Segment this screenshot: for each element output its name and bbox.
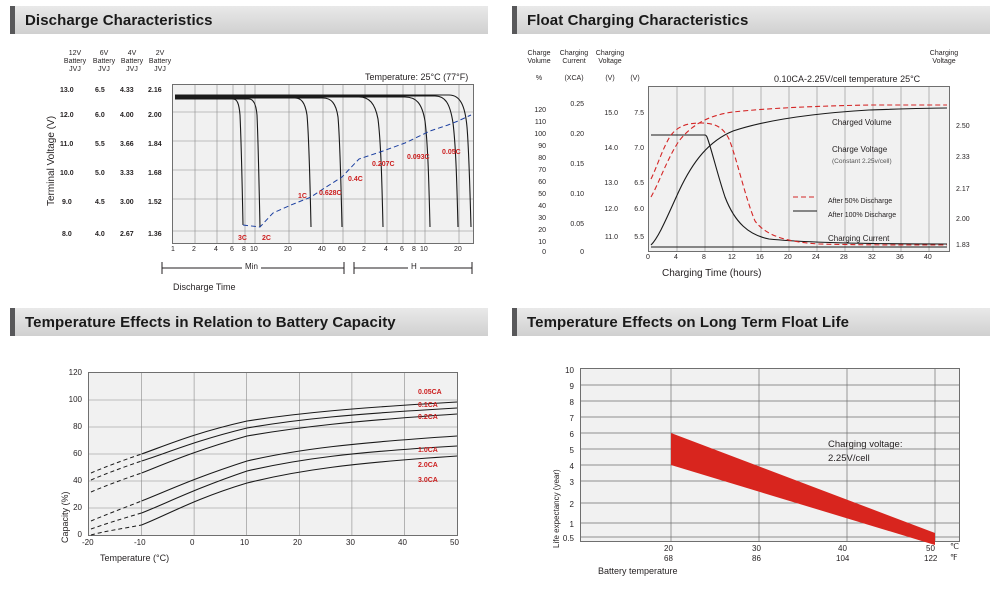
- xsection-min: Min: [242, 262, 261, 271]
- tempcap-plot: [88, 372, 458, 536]
- curve-label-0628c: 0.628C: [319, 190, 342, 197]
- legend-after-50: After 50% Discharge: [828, 198, 893, 205]
- curve-label-0207c: 0.207C: [372, 161, 395, 168]
- panel-templife-header: [512, 308, 990, 336]
- tempcap-label-02ca: 0.2CA: [418, 414, 438, 421]
- panel-tempcap-title: Temperature Effects in Relation to Battery Capacity: [25, 313, 396, 331]
- tempcap-svg: [89, 373, 457, 535]
- tempcap-label-10ca: 1.0CA: [418, 447, 438, 454]
- tempcap-xlabel: Temperature (°C): [100, 553, 170, 563]
- tempcap-label-01ca: 0.1CA: [418, 402, 438, 409]
- discharge-ylabel: Terminal Voltage (V): [46, 115, 57, 206]
- templife-xlabel: Battery temperature: [598, 566, 678, 576]
- xsection-h: H: [408, 262, 420, 271]
- curve-label-005c: 0.05C: [442, 149, 461, 156]
- float-xlabel: Charging Time (hours): [662, 268, 762, 279]
- axis-unit-xca: (XCA): [564, 75, 584, 82]
- templife-plot: [580, 368, 960, 542]
- curve-label-2c: 2C: [262, 235, 271, 242]
- panel-float: Float Charging Characteristics Charge Volume Charging Current Charging Voltage % (XCA) (V) (V) Charging Voltage 120 110 100 90 80 70 60 50 40 30 20 10 0 0.25 0.20 0.15 0.10 0.05 0 15.0 14.0 13.0 12.0 11.0 7.5 7.0 6.5 6.0 5.5 2.50 2.33 2.17 2.00 1.83 0.10CA-2.25V/cell temperature 25°C After 50% Discharge After 100% Discharge Charged Volume Charge Voltage (Constant 2.25v/cell) Charging Current 0 4 8 12 16 20 24 28 32 36 40 Charging Time (hours): [512, 6, 990, 286]
- axis-group-6v: 6V Battery JVJ: [92, 50, 116, 74]
- axis-unit-v: (V): [605, 75, 615, 82]
- panel-tempcap-header: [10, 308, 488, 336]
- curve-label-charge-voltage: Charge Voltage: [832, 145, 888, 154]
- panel-discharge-title: Discharge Characteristics: [25, 11, 213, 29]
- discharge-range-bars: [10, 6, 488, 286]
- tempcap-label-20ca: 2.0CA: [418, 462, 438, 469]
- float-svg: [649, 87, 949, 251]
- panel-tempcap: Temperature Effects in Relation to Battery Capacity Capacity (%) 120 100 80 60 40 20 0 0.05CA 0.1CA 0.2CA 1.0CA 2.0CA 3.0CA -20 -10 0 10 20 30 40 50 Temperature (°C): [10, 308, 488, 580]
- axis-unit-cell-v: (V): [630, 75, 640, 82]
- tempcap-label-30ca: 3.0CA: [418, 477, 438, 484]
- axis-group-12v: 12V Battery JVJ: [63, 50, 87, 74]
- templife-annotation: Charging voltage: 2.25V/cell: [828, 439, 903, 465]
- float-annotation: 0.10CA-2.25V/cell temperature 25°C: [774, 74, 921, 84]
- panel-float-header: [512, 6, 990, 34]
- float-plot: [648, 86, 950, 252]
- tempcap-label-005ca: 0.05CA: [418, 389, 442, 396]
- axis-group-4v: 4V Battery JVJ: [120, 50, 144, 74]
- curve-label-0093c: 0.093C: [407, 154, 430, 161]
- axis-header-charging-current: Charging Current: [559, 50, 589, 66]
- curve-label-charged-volume: Charged Volume: [832, 118, 892, 127]
- legend-after-100: After 100% Discharge: [828, 212, 897, 219]
- templife-ylabel: Life expectancy (year): [552, 469, 561, 548]
- axis-header-right-voltage: Charging Voltage: [929, 50, 959, 66]
- panel-float-title: Float Charging Characteristics: [527, 11, 749, 29]
- axis-header-charging-voltage: Charging Voltage: [595, 50, 625, 66]
- axis-unit-percent: %: [535, 75, 543, 82]
- curve-label-1c: 1C: [298, 193, 307, 200]
- curve-label-charging-current: Charging Current: [828, 234, 890, 243]
- panel-templife-title: Temperature Effects on Long Term Float Life: [527, 313, 850, 331]
- discharge-annotation: Temperature: 25°C (77°F): [365, 72, 469, 82]
- curve-label-constant-cell: (Constant 2.25v/cell): [832, 158, 892, 165]
- axis-group-2v: 2V Battery JVJ: [148, 50, 172, 74]
- tempcap-ylabel: Capacity (%): [60, 491, 70, 543]
- panel-templife: Temperature Effects on Long Term Float Life Life expectancy (year) 10 9 8 7 6 5 4 3 2 1 0.5 Charging voltage: 2.25V/cell 20 68 30 86 40 104 50 122 ℃ ℉ Battery temperature: [512, 308, 990, 580]
- axis-header-charge-volume: Charge Volume: [527, 50, 551, 66]
- curve-label-04c: 0.4C: [348, 176, 363, 183]
- panel-discharge: Discharge Characteristics 12V Battery JVJ 6V Battery JVJ 4V Battery JVJ 2V Battery JVJ 13.0 12.0 11.0 10.0 9.0 8.0 6.5 6.0 5.5 5.0 4.5 4.0 4.33 4.00 3.66 3.33 3.00 2.67 2.16 2.00 1.84 1.68 1.52 1.36 Terminal Voltage (V) 3C 2C 1C 0.628C 0.4C 0.207C 0.093C 0.05C Temperature: 25°C (77°F) 1 2 4 6 8 10 20 40 60 2 4 6 8 10 20 Min H Discharge Time: [10, 6, 488, 286]
- curve-label-3c: 3C: [238, 235, 247, 242]
- discharge-xlabel: Discharge Time: [173, 282, 236, 292]
